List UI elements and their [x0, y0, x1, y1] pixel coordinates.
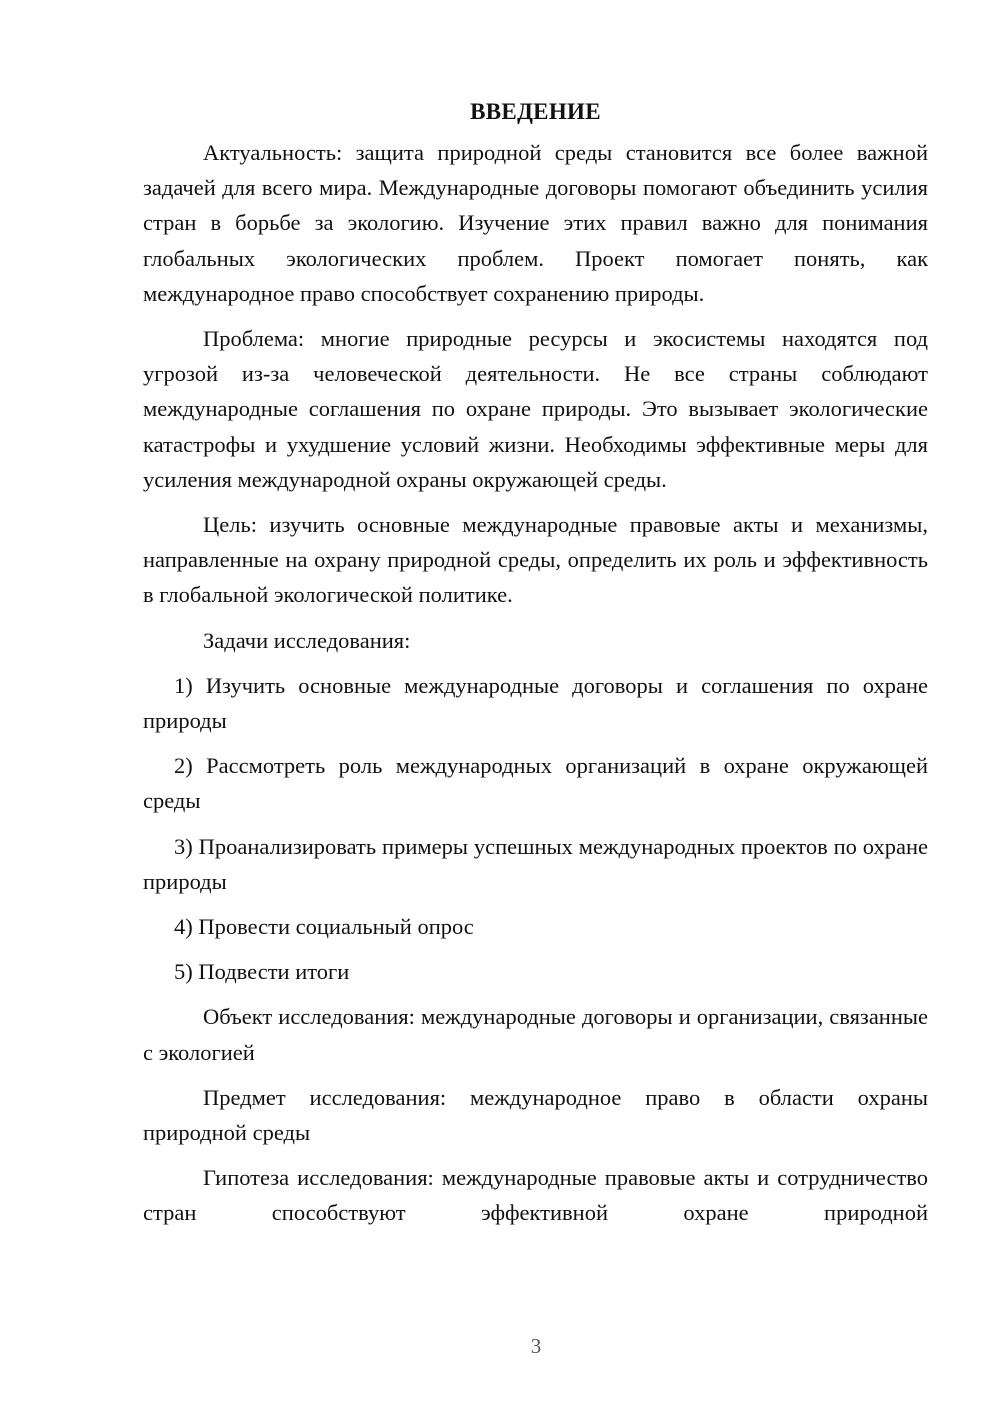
object-paragraph: Объект исследования: международные договоры и организации, связанные с экологией: [143, 1004, 928, 1065]
list-item: 3) Проанализировать примеры успешных международных проектов по охране природы: [143, 833, 928, 894]
goal-paragraph: Цель: изучить основные международные правовые акты и механизмы, направленные на охрану природной среды, определить их роль и эффективность в глобальной экологической политике.: [143, 512, 928, 608]
tasks-list: [143, 668, 928, 990]
subject-paragraph: Предмет исследования: международное право в области охраны природной среды: [143, 1084, 928, 1146]
list-item: 4) Провести социальный опрос: [174, 914, 474, 940]
relevance-paragraph: Актуальность: защита природной среды становится все более важной задачей для всего мира. Международные договоры помогают объединить усилия стран в борьбе за экологию. Изучение этих правил важно для понимания глобальных экологических проблем. Проект помогает понять, как международное право способствует сохранению природы.: [143, 140, 928, 306]
tasks-heading: Задачи исследования:: [203, 627, 411, 653]
list-item: 5) Подвести итоги: [174, 959, 350, 985]
page-content: [143, 94, 928, 1231]
list-item: 1) Изучить основные международные договоры и соглашения по охране природы: [143, 672, 928, 734]
problem-paragraph: Проблема: многие природные ресурсы и экосистемы находятся под угрозой из-за человеческой деятельности. Не все страны соблюдают международные соглашения по охране природы. Это вызывает экологические катастрофы и ухудшение условий жизни. Необходимы эффективные меры для усиления международной охраны окружающей среды.: [143, 326, 928, 492]
hypothesis-paragraph: Гипотеза исследования: международные правовые акты и сотрудничество стран способствуют эффективной охране природной: [143, 1165, 928, 1226]
page-number: 3: [530, 1334, 542, 1358]
page-title: ВВЕДЕНИЕ: [470, 99, 601, 124]
list-item: 2) Рассмотреть роль международных организаций в охране окружающей среды: [143, 753, 928, 814]
